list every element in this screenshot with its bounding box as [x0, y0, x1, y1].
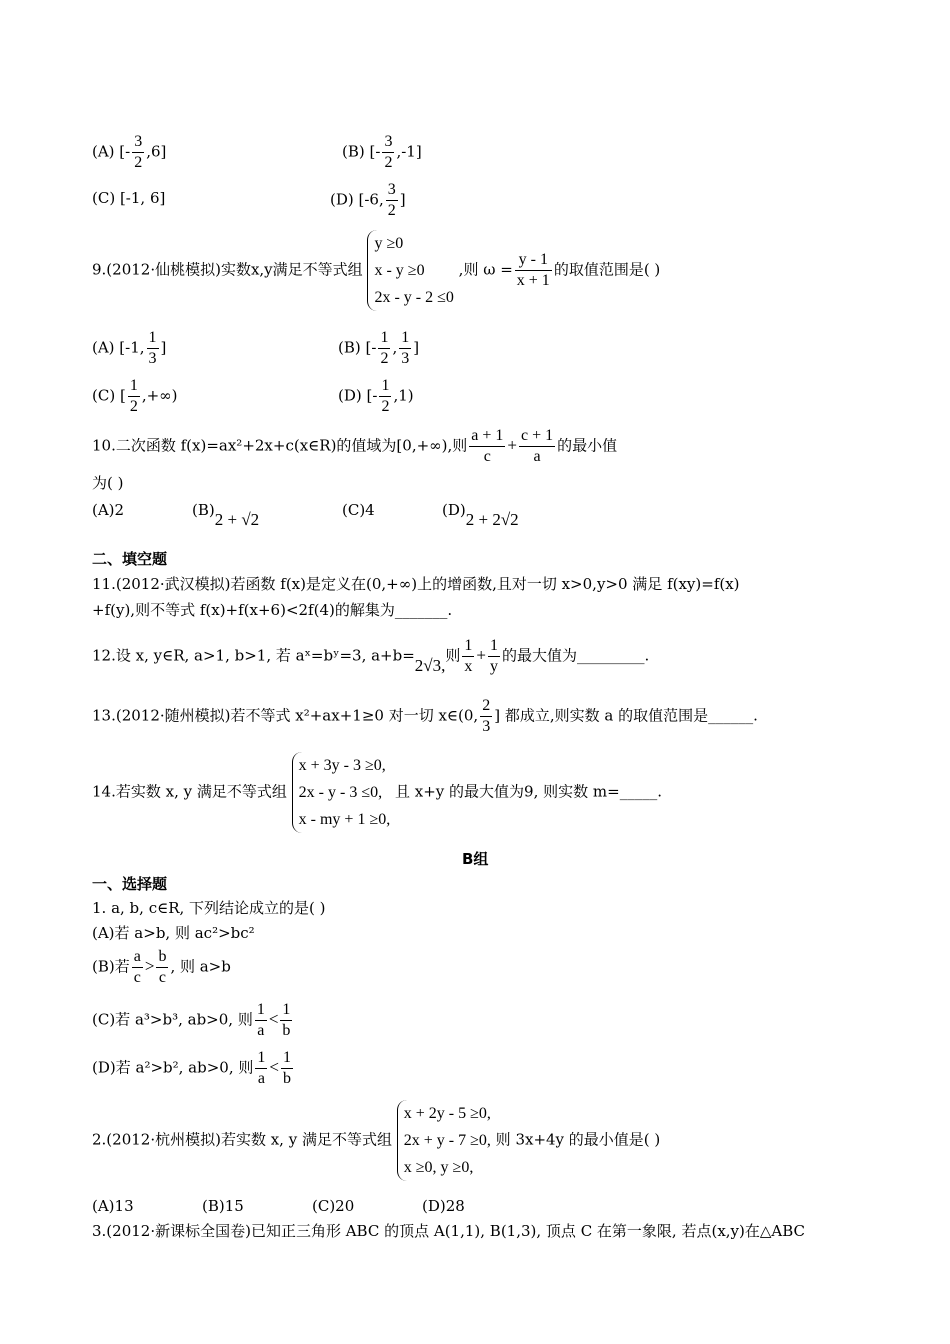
section-heading-choice: 一、选择题	[92, 875, 168, 893]
q8-option-c: (C) [-1, 6]	[92, 189, 166, 207]
b2-option-c: (C)20	[312, 1197, 355, 1215]
q9-stem: 9.(2012·仙桃模拟)实数x,y满足不等式组 y ≥0 x - y ≥0 2x - y - 2 ≤0 ,则 ω = $\frac{y - 1}{x + 1}$ 的取值范围是( )	[92, 230, 660, 311]
q8-option-d: (D) [-6, $\frac{3}{2}$ ]	[330, 181, 406, 219]
fraction: $\frac{3}{2}$	[384, 133, 393, 171]
fraction: $\frac{2}{3}$	[482, 697, 491, 735]
fraction: $\frac{3}{2}$	[134, 133, 143, 171]
q10-stem: 10.二次函数 f(x)=ax²+2x+c(x∈R)的值域为[0,+∞),则 $\frac{a + 1}{c}$ + $\frac{c + 1}{a}$ 的最小值	[92, 427, 618, 465]
q12-stem: 12.设 x, y∈R, a>1, b>1, 若 aˣ=bʸ=3, a+b=2√3,则 $\frac{1}{x}$ + $\frac{1}{y}$ 的最大值为_________.	[92, 637, 650, 675]
q10-line2: 为( )	[92, 474, 124, 492]
b1-option-d: (D)若 a²>b², ab>0, 则 $\frac{1}{a}$ < $\frac{1}{b}$	[92, 1049, 291, 1087]
fraction: $\frac{1}{a}$	[257, 1049, 266, 1087]
fraction: $\frac{1}{b}$	[282, 1001, 291, 1039]
q8-option-b: (B) [- $\frac{3}{2}$ ,-1]	[342, 133, 422, 171]
q10-option-b: (B)2 + √2	[192, 501, 260, 529]
fraction: $\frac{a}{c}$	[133, 948, 141, 986]
fraction: $\frac{1}{3}$	[401, 329, 410, 367]
b1-option-a: (A)若 a>b, 则 ac²>bc²	[92, 924, 255, 942]
inequality-system: x + 2y - 5 ≥0, 2x + y - 7 ≥0, x ≥0, y ≥0,	[397, 1100, 491, 1181]
q9-option-c: (C) [ $\frac{1}{2}$ ,+∞)	[92, 377, 178, 415]
fraction: $\frac{a + 1}{c}$	[471, 427, 504, 465]
fraction: $\frac{1}{2}$	[129, 377, 138, 415]
q9-option-d: (D) [- $\frac{1}{2}$ ,1)	[338, 377, 414, 415]
fraction: $\frac{1}{a}$	[256, 1001, 265, 1039]
b2-option-d: (D)28	[422, 1197, 465, 1215]
b2-stem: 2.(2012·杭州模拟)若实数 x, y 满足不等式组 x + 2y - 5 ≥0, 2x + y - 7 ≥0, x ≥0, y ≥0, 则 3x+4y 的最小值是( )	[92, 1100, 660, 1181]
q11-line2: +f(y),则不等式 f(x)+f(x+6)<2f(4)的解集为_______.	[92, 601, 453, 619]
group-heading: B组	[462, 850, 489, 868]
q9-option-a: (A) [-1, $\frac{1}{3}$ ]	[92, 329, 167, 367]
b1-option-b: (B)若 $\frac{a}{c}$ > $\frac{b}{c}$ , 则 a>b	[92, 948, 231, 986]
b3-line1: 3.(2012·新课标全国卷)已知正三角形 ABC 的顶点 A(1,1), B(1,3), 顶点 C 在第一象限, 若点(x,y)在△ABC	[92, 1222, 806, 1240]
fraction: $\frac{3}{2}$	[387, 181, 396, 219]
q10-option-a: (A)2	[92, 501, 125, 519]
fraction: $\frac{1}{x}$	[464, 637, 473, 675]
b2-option-b: (B)15	[202, 1197, 244, 1215]
inequality-system: x + 3y - 3 ≥0, 2x - y - 3 ≤0, x - my + 1 ≥0,	[292, 752, 391, 833]
b1-option-c: (C)若 a³>b³, ab>0, 则 $\frac{1}{a}$ < $\frac{1}{b}$	[92, 1001, 291, 1039]
q10-option-c: (C)4	[342, 501, 375, 519]
b1-stem: 1. a, b, c∈R, 下列结论成立的是( )	[92, 899, 326, 917]
q10-option-d: (D)2 + 2√2	[442, 501, 519, 529]
fraction: $\frac{b}{c}$	[158, 948, 167, 986]
q11-line1: 11.(2012·武汉模拟)若函数 f(x)是定义在(0,+∞)上的增函数,且对一切 x>0,y>0 满足 f(xy)=f(x)	[92, 575, 740, 593]
section-heading-fill: 二、填空题	[92, 550, 168, 568]
fraction: $\frac{1}{3}$	[148, 329, 157, 367]
q13-stem: 13.(2012·随州模拟)若不等式 x²+ax+1≥0 对一切 x∈(0, $\frac{2}{3}$ ] 都成立,则实数 a 的取值范围是______.	[92, 697, 758, 735]
fraction: $\frac{1}{2}$	[381, 377, 390, 415]
fraction: $\frac{1}{b}$	[282, 1049, 291, 1087]
q14-stem: 14.若实数 x, y 满足不等式组 x + 3y - 3 ≥0, 2x - y - 3 ≤0, x - my + 1 ≥0, 且 x+y 的最大值为9, 则实数 m=_____.	[92, 752, 662, 833]
q8-option-a: (A) [- $\frac{3}{2}$ ,6]	[92, 133, 167, 171]
fraction: $\frac{1}{y}$	[490, 637, 498, 675]
inequality-system: y ≥0 x - y ≥0 2x - y - 2 ≤0	[367, 230, 453, 311]
fraction: $\frac{y - 1}{x + 1}$	[516, 251, 550, 289]
fraction: $\frac{c + 1}{a}$	[521, 427, 554, 465]
b2-option-a: (A)13	[92, 1197, 134, 1215]
q9-option-b: (B) [- $\frac{1}{2}$ , $\frac{1}{3}$ ]	[338, 329, 420, 367]
fraction: $\frac{1}{2}$	[380, 329, 389, 367]
